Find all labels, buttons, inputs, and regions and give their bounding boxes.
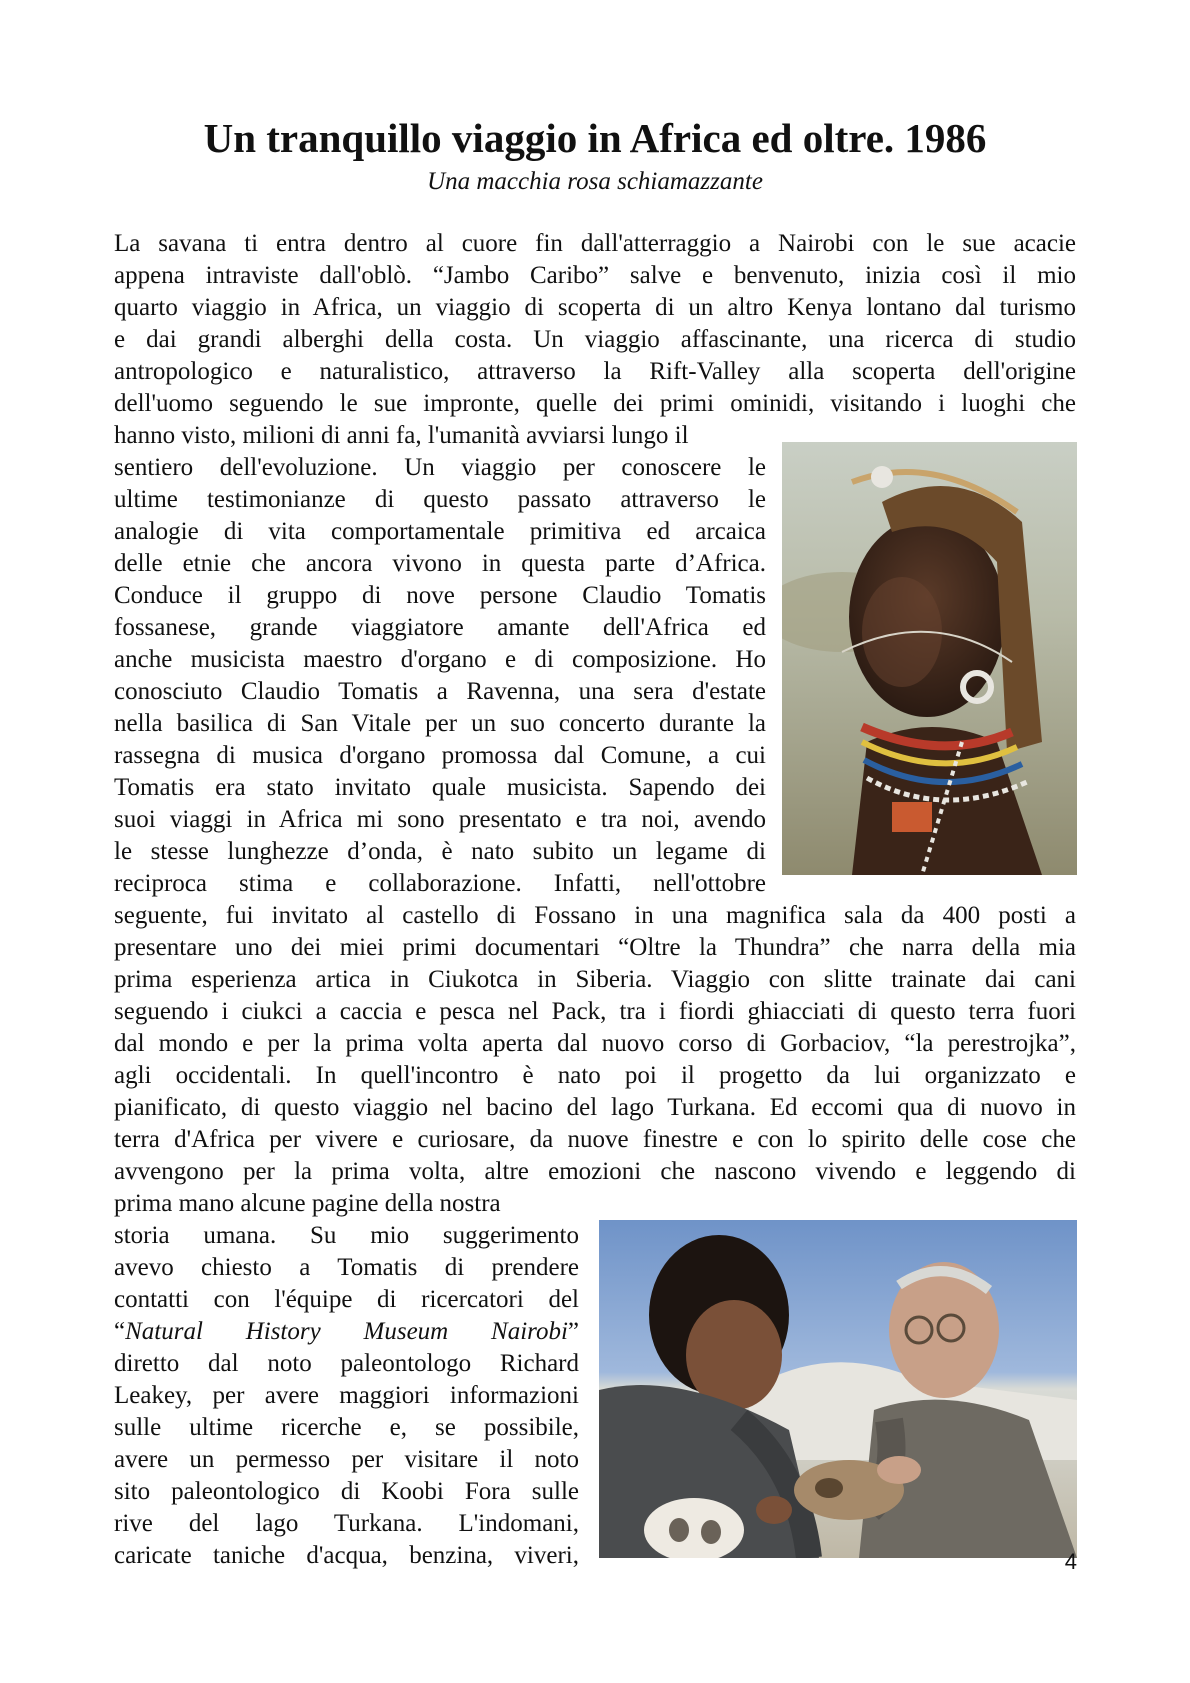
body-line: rassegna di musica d'organo promossa dal Comune, a cui (114, 742, 766, 769)
body-line: ultime testimonianze di questo passato attraverso le (114, 486, 766, 513)
body-line: “Natural History Museum Nairobi” (114, 1318, 579, 1345)
body-line: avevo chiesto a Tomatis di prendere (114, 1254, 579, 1281)
body-line: antropologico e naturalistico, attraverso la Rift-Valley alla scoperta dell'origine (114, 358, 1076, 385)
body-line: hanno visto, milioni di anni fa, l'umanità avviarsi lungo il (114, 422, 689, 449)
body-line: caricate taniche d'acqua, benzina, viveri, (114, 1542, 579, 1569)
body-line: contatti con l'équipe di ricercatori del (114, 1286, 579, 1313)
body-line: Tomatis era stato invitato quale musicista. Sapendo dei (114, 774, 766, 801)
page-subtitle: Una macchia rosa schiamazzante (427, 168, 763, 195)
body-line: sulle ultime ricerche e, se possibile, (114, 1414, 579, 1441)
body-line: prima mano alcune pagine della nostra (114, 1190, 501, 1217)
body-line: seguendo i ciukci a caccia e pesca nel Pack, tra i fiordi ghiacciati di questo terra fuori (114, 998, 1076, 1025)
body-line: dell'uomo seguendo le sue impronte, quelle dei primi ominidi, visitando i luoghi che (114, 390, 1076, 417)
body-line: dal mondo e per la prima volta aperta dal nuovo corso di Gorbaciov, “la perestrojka”, (114, 1030, 1076, 1057)
body-line: appena intraviste dall'oblò. “Jambo Caribo” salve e benvenuto, inizia così il mio (114, 262, 1076, 289)
body-line: avvengono per la prima volta, altre emozioni che nascono vivendo e leggendo di (114, 1158, 1076, 1185)
body-line: quarto viaggio in Africa, un viaggio di scoperta di un altro Kenya lontano dal turismo (114, 294, 1076, 321)
body-line: pianificato, di questo viaggio nel bacino del lago Turkana. Ed eccomi qua di nuovo in (114, 1094, 1076, 1121)
body-line: diretto dal noto paleontologo Richard (114, 1350, 579, 1377)
body-line: le stesse lunghezze d’onda, è nato subito un legame di (114, 838, 766, 865)
body-line: avere un permesso per visitare il noto (114, 1446, 579, 1473)
body-line: seguente, fui invitato al castello di Fossano in una magnifica sala da 400 posti a (114, 902, 1076, 929)
body-line: sentiero dell'evoluzione. Un viaggio per conoscere le (114, 454, 766, 481)
body-line: rive del lago Turkana. L'indomani, (114, 1510, 579, 1537)
body-line: presentare uno dei miei primi documentari “Oltre la Thundra” che narra della mia (114, 934, 1076, 961)
body-line: agli occidentali. In quell'incontro è nato poi il progetto da lui organizzato e (114, 1062, 1076, 1089)
body-line: sito paleontologico di Koobi Fora sulle (114, 1478, 579, 1505)
page-title: Un tranquillo viaggio in Africa ed oltre. 1986 (203, 115, 987, 161)
body-line: storia umana. Su mio suggerimento (114, 1222, 579, 1249)
body-line: anche musicista maestro d'organo e di composizione. Ho (114, 646, 766, 673)
body-line: reciproca stima e collaborazione. Infatti, nell'ottobre (114, 870, 766, 897)
body-line: analogie di vita comportamentale primitiva ed arcaica (114, 518, 766, 545)
researchers-with-fossil-photo (599, 1220, 1077, 1558)
museum-name: Natural History Museum Nairobi (125, 1318, 568, 1345)
body-line: suoi viaggi in Africa mi sono presentato e tra noi, avendo (114, 806, 766, 833)
body-line: La savana ti entra dentro al cuore fin dall'atterraggio a Nairobi con le sue acacie (114, 230, 1076, 257)
body-line: delle etnie che ancora vivono in questa parte d’Africa. (114, 550, 766, 577)
body-line: terra d'Africa per vivere e curiosare, da nuove finestre e con lo spirito delle cose che (114, 1126, 1076, 1153)
page-number: 4 (1064, 1549, 1077, 1574)
body-line: Conduce il gruppo di nove persone Claudio Tomatis (114, 582, 766, 609)
body-line: prima esperienza artica in Ciukotca in Siberia. Viaggio con slitte trainate dai cani (114, 966, 1076, 993)
body-line: e dai grandi alberghi della costa. Un viaggio affascinante, una ricerca di studio (114, 326, 1076, 353)
body-line: nella basilica di San Vitale per un suo concerto durante la (114, 710, 766, 737)
body-line: fossanese, grande viaggiatore amante dell'Africa ed (114, 614, 766, 641)
body-line: Leakey, per avere maggiori informazioni (114, 1382, 579, 1409)
body-line: conosciuto Claudio Tomatis a Ravenna, una sera d'estate (114, 678, 766, 705)
samburu-warrior-photo (782, 442, 1077, 875)
